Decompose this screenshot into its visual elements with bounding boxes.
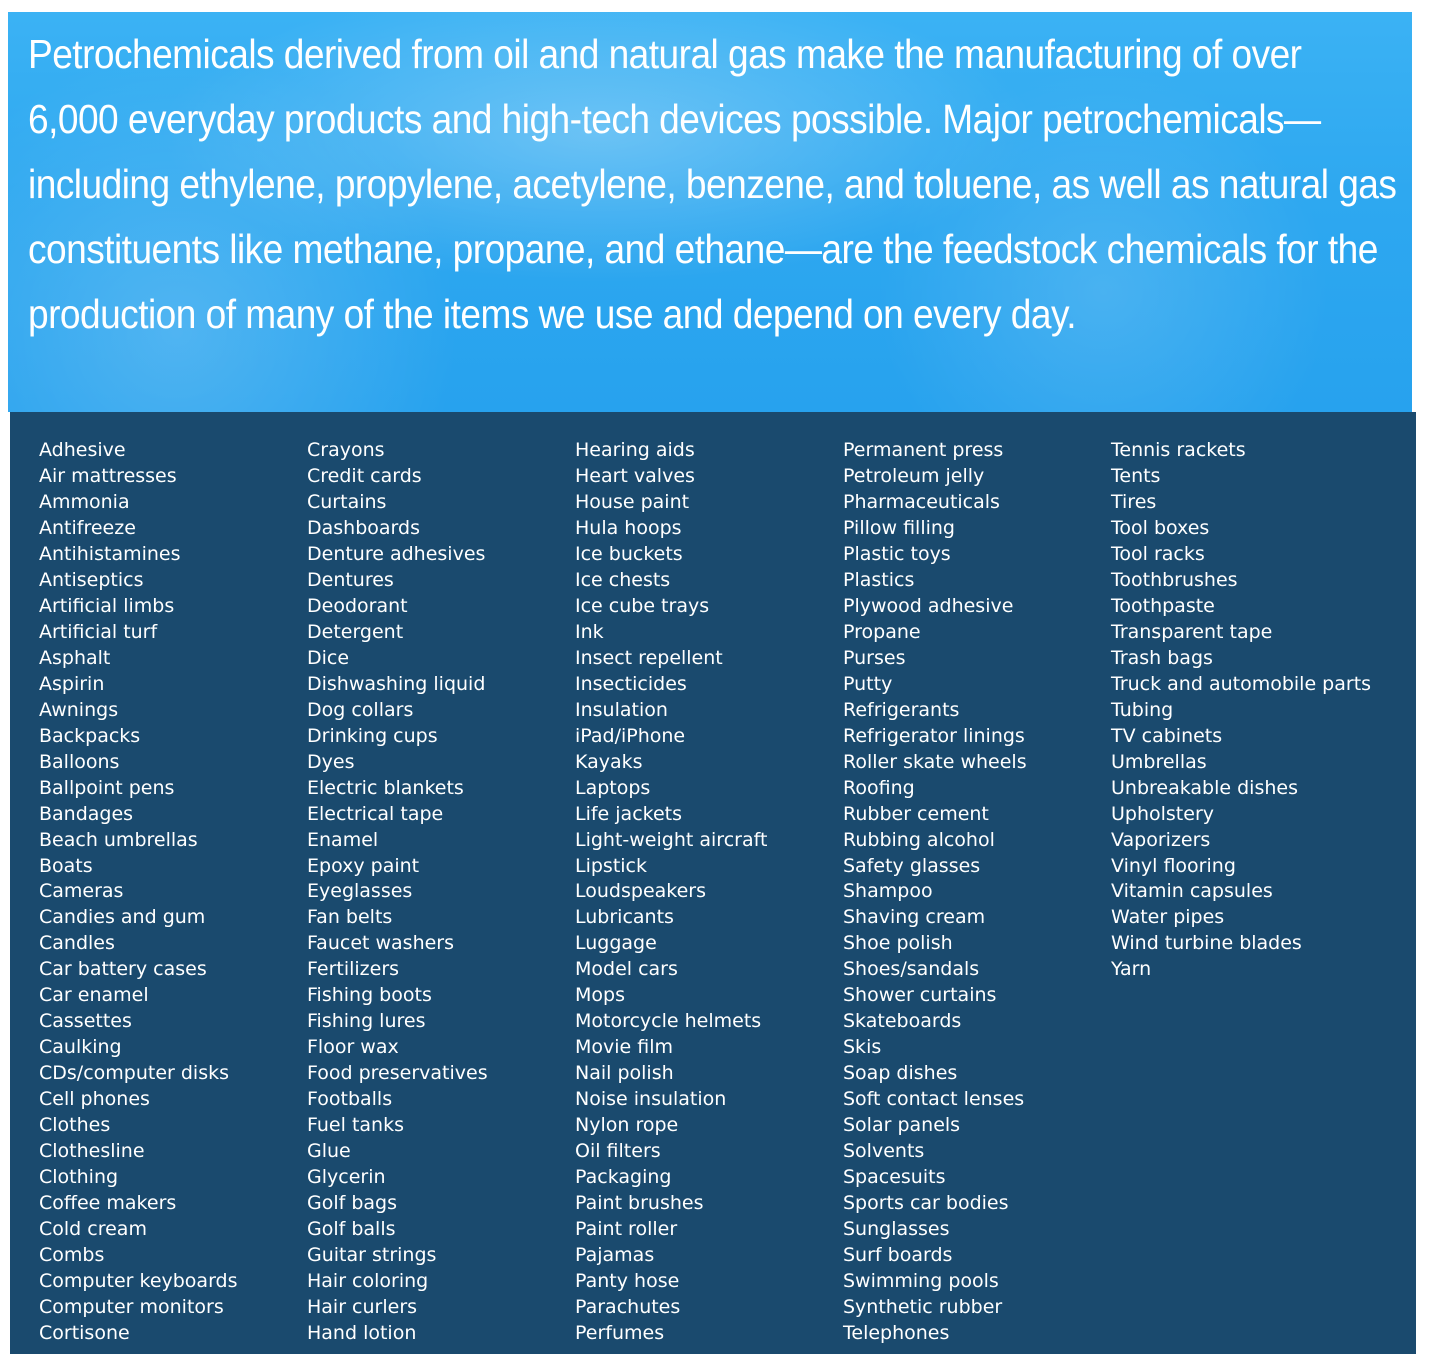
product-item: Denture adhesives bbox=[307, 542, 486, 565]
product-item: Refrigerants bbox=[843, 698, 960, 721]
product-item: Petroleum jelly bbox=[843, 464, 985, 487]
product-item: Sunglasses bbox=[843, 1218, 950, 1241]
product-item: Solvents bbox=[843, 1140, 925, 1163]
product-item: Fuel tanks bbox=[307, 1114, 404, 1137]
product-column-4 bbox=[843, 438, 1027, 1347]
product-item: Electric blankets bbox=[307, 776, 464, 799]
product-item: Pajamas bbox=[575, 1244, 655, 1267]
product-item: Glycerin bbox=[307, 1166, 386, 1189]
product-item: Shower curtains bbox=[843, 984, 997, 1007]
product-item: Footballs bbox=[307, 1088, 393, 1111]
product-item: Golf balls bbox=[307, 1218, 396, 1241]
product-item: Antiseptics bbox=[39, 568, 144, 591]
product-item: Adhesive bbox=[39, 439, 126, 461]
product-item: Computer monitors bbox=[39, 1295, 224, 1318]
product-item: Nail polish bbox=[575, 1062, 674, 1085]
product-item: Luggage bbox=[575, 932, 657, 955]
product-item: Dog collars bbox=[307, 698, 414, 721]
product-item: Epoxy paint bbox=[307, 854, 420, 877]
product-item: Kayaks bbox=[575, 750, 643, 773]
product-item: Eyeglasses bbox=[307, 880, 413, 903]
product-item: Lipstick bbox=[575, 854, 648, 877]
product-item: Hand lotion bbox=[307, 1321, 417, 1344]
product-item: Cold cream bbox=[39, 1218, 147, 1241]
product-item: Clothes bbox=[39, 1114, 111, 1137]
product-item: Plastics bbox=[843, 568, 915, 591]
product-item: Hearing aids bbox=[575, 439, 695, 461]
product-item: Synthetic rubber bbox=[843, 1295, 1003, 1318]
product-item: Pharmaceuticals bbox=[843, 490, 1000, 513]
product-item: Propane bbox=[843, 620, 921, 643]
product-item: Ice chests bbox=[575, 568, 671, 591]
product-item: Dishwashing liquid bbox=[307, 672, 486, 695]
product-item: CDs/computer disks bbox=[39, 1062, 230, 1085]
product-item: Shoes/sandals bbox=[843, 958, 980, 981]
product-item: Mops bbox=[575, 984, 625, 1007]
product-item: Boats bbox=[39, 854, 93, 877]
product-item: Tires bbox=[1111, 490, 1157, 513]
product-item: Laptops bbox=[575, 776, 651, 799]
intro-banner bbox=[8, 12, 1412, 412]
product-item: Model cars bbox=[575, 958, 678, 981]
product-item: Clothing bbox=[39, 1166, 119, 1189]
product-item: Telephones bbox=[843, 1321, 950, 1344]
product-item: Insulation bbox=[575, 698, 668, 721]
product-item: Unbreakable dishes bbox=[1111, 776, 1298, 799]
product-item: Shaving cream bbox=[843, 906, 986, 929]
product-item: Tool boxes bbox=[1111, 516, 1210, 539]
product-item: Plastic toys bbox=[843, 542, 951, 565]
product-item: Dashboards bbox=[307, 516, 420, 539]
product-item: Truck and automobile parts bbox=[1111, 672, 1372, 695]
product-item: Fishing lures bbox=[307, 1010, 426, 1033]
product-item: Purses bbox=[843, 646, 906, 669]
product-item: Putty bbox=[843, 672, 893, 695]
product-item: Soft contact lenses bbox=[843, 1088, 1025, 1111]
product-item: Tool racks bbox=[1111, 542, 1205, 565]
product-item: Vitamin capsules bbox=[1111, 880, 1273, 903]
product-item: Fertilizers bbox=[307, 958, 400, 981]
product-item: Car battery cases bbox=[39, 958, 207, 981]
product-item: Ice cube trays bbox=[575, 594, 710, 617]
product-item: Ink bbox=[575, 620, 604, 643]
product-item: Guitar strings bbox=[307, 1244, 437, 1267]
product-item: Air mattresses bbox=[39, 464, 177, 487]
product-item: Asphalt bbox=[39, 646, 111, 669]
product-item: Trash bags bbox=[1111, 646, 1213, 669]
product-item: Lubricants bbox=[575, 906, 674, 929]
product-item: Solar panels bbox=[843, 1114, 961, 1137]
product-item: Balloons bbox=[39, 750, 120, 773]
product-item: Noise insulation bbox=[575, 1088, 727, 1111]
product-item: Tubing bbox=[1111, 698, 1174, 721]
product-column-1 bbox=[39, 438, 238, 1347]
product-item: Transparent tape bbox=[1111, 620, 1273, 643]
product-item: Combs bbox=[39, 1244, 105, 1267]
product-item: Beach umbrellas bbox=[39, 828, 198, 851]
product-item: Motorcycle helmets bbox=[575, 1010, 762, 1033]
product-item: Curtains bbox=[307, 490, 387, 513]
product-item: Car enamel bbox=[39, 984, 149, 1007]
product-item: Candles bbox=[39, 932, 115, 955]
product-item: Shoe polish bbox=[843, 932, 953, 955]
product-item: Tennis rackets bbox=[1111, 439, 1246, 461]
product-item: Life jackets bbox=[575, 802, 683, 825]
product-item: Pillow filling bbox=[843, 516, 955, 539]
product-item: Heart valves bbox=[575, 464, 695, 487]
product-item: Fan belts bbox=[307, 906, 393, 929]
product-item: Artificial turf bbox=[39, 620, 158, 643]
product-item: Insecticides bbox=[575, 672, 687, 695]
product-item: Cell phones bbox=[39, 1088, 150, 1111]
product-item: Backpacks bbox=[39, 724, 141, 747]
intro-paragraph: Petrochemicals derived from oil and natural gas make the manufacturing of over 6,000 everyday products and high-tech devices possible. Major petrochemicals—including ethylene, propylene, acetylene, benzene, and toluene, as well as natural gas constituents like methane, propane, and ethane—are the feedstock chemicals for the production of many of the items we use and depend on every day. bbox=[28, 31, 1397, 337]
product-item: Roller skate wheels bbox=[843, 750, 1027, 773]
product-item: Water pipes bbox=[1111, 906, 1225, 929]
product-item: Paint roller bbox=[575, 1218, 678, 1241]
product-item: Ammonia bbox=[39, 490, 130, 513]
product-item: Enamel bbox=[307, 828, 379, 851]
product-item: Bandages bbox=[39, 802, 134, 825]
product-item: Faucet washers bbox=[307, 932, 455, 955]
product-item: Caulking bbox=[39, 1036, 122, 1059]
product-item: Candies and gum bbox=[39, 906, 206, 929]
product-item: Vaporizers bbox=[1111, 828, 1211, 851]
product-item: Clothesline bbox=[39, 1140, 145, 1163]
product-item: Wind turbine blades bbox=[1111, 932, 1302, 955]
product-item: Toothpaste bbox=[1111, 594, 1215, 617]
product-item: Roofing bbox=[843, 776, 915, 799]
product-item: iPad/iPhone bbox=[575, 724, 686, 747]
product-item: Surf boards bbox=[843, 1244, 953, 1267]
product-column-3 bbox=[575, 438, 767, 1347]
product-item: Movie film bbox=[575, 1036, 674, 1059]
product-item: Swimming pools bbox=[843, 1270, 999, 1292]
product-item: Cortisone bbox=[39, 1321, 130, 1344]
product-item: Fishing boots bbox=[307, 984, 432, 1007]
product-item: Nylon rope bbox=[575, 1114, 679, 1137]
product-item: Upholstery bbox=[1111, 802, 1215, 825]
product-item: Ice buckets bbox=[575, 542, 683, 565]
product-item: Shampoo bbox=[843, 880, 933, 903]
product-item: Food preservatives bbox=[307, 1062, 488, 1085]
product-item: Antifreeze bbox=[39, 516, 136, 539]
product-item: Hair coloring bbox=[307, 1270, 429, 1292]
product-item: Awnings bbox=[39, 698, 119, 721]
product-item: Vinyl flooring bbox=[1111, 854, 1236, 877]
product-item: Skis bbox=[843, 1036, 882, 1059]
product-item: Electrical tape bbox=[307, 802, 444, 825]
product-item: Sports car bodies bbox=[843, 1192, 1009, 1215]
product-item: Hair curlers bbox=[307, 1295, 418, 1318]
product-item: Panty hose bbox=[575, 1270, 680, 1292]
product-item: Detergent bbox=[307, 620, 404, 643]
product-item: Credit cards bbox=[307, 464, 422, 487]
product-item: Rubbing alcohol bbox=[843, 828, 995, 851]
product-item: Umbrellas bbox=[1111, 750, 1207, 773]
products-panel bbox=[10, 412, 1416, 1354]
product-item: Packaging bbox=[575, 1166, 672, 1189]
product-item: Permanent press bbox=[843, 439, 1004, 461]
product-item: Oil filters bbox=[575, 1140, 661, 1163]
product-item: Crayons bbox=[307, 439, 385, 461]
product-item: Light-weight aircraft bbox=[575, 828, 768, 851]
product-item: Spacesuits bbox=[843, 1166, 946, 1189]
product-item: Antihistamines bbox=[39, 542, 181, 565]
product-item: Tents bbox=[1111, 464, 1161, 487]
product-item: Hula hoops bbox=[575, 516, 682, 539]
product-item: Deodorant bbox=[307, 594, 408, 617]
product-item: House paint bbox=[575, 490, 690, 513]
product-item: Artificial limbs bbox=[39, 594, 175, 617]
product-item: Glue bbox=[307, 1140, 351, 1163]
product-item: Coffee makers bbox=[39, 1192, 177, 1215]
product-item: Dyes bbox=[307, 750, 355, 773]
product-item: Ballpoint pens bbox=[39, 776, 175, 799]
product-item: TV cabinets bbox=[1111, 724, 1223, 747]
product-item: Soap dishes bbox=[843, 1062, 958, 1085]
product-item: Computer keyboards bbox=[39, 1270, 238, 1292]
product-item: Loudspeakers bbox=[575, 880, 706, 903]
product-item: Cameras bbox=[39, 880, 124, 903]
product-item: Golf bags bbox=[307, 1192, 398, 1215]
product-column-2 bbox=[307, 438, 488, 1347]
product-item: Dice bbox=[307, 646, 350, 669]
product-item: Cassettes bbox=[39, 1010, 132, 1033]
product-item: Aspirin bbox=[39, 672, 105, 695]
product-item: Safety glasses bbox=[843, 854, 981, 877]
product-item: Refrigerator linings bbox=[843, 724, 1025, 747]
product-item: Yarn bbox=[1111, 958, 1152, 981]
product-item: Drinking cups bbox=[307, 724, 438, 747]
product-item: Plywood adhesive bbox=[843, 594, 1014, 617]
product-item: Toothbrushes bbox=[1111, 568, 1238, 591]
product-item: Skateboards bbox=[843, 1010, 962, 1033]
product-item: Paint brushes bbox=[575, 1192, 704, 1215]
product-item: Dentures bbox=[307, 568, 394, 591]
product-item: Floor wax bbox=[307, 1036, 399, 1059]
product-item: Perfumes bbox=[575, 1321, 665, 1344]
product-item: Insect repellent bbox=[575, 646, 723, 669]
product-column-5 bbox=[1111, 438, 1371, 983]
product-item: Rubber cement bbox=[843, 802, 989, 825]
product-item: Parachutes bbox=[575, 1295, 681, 1318]
